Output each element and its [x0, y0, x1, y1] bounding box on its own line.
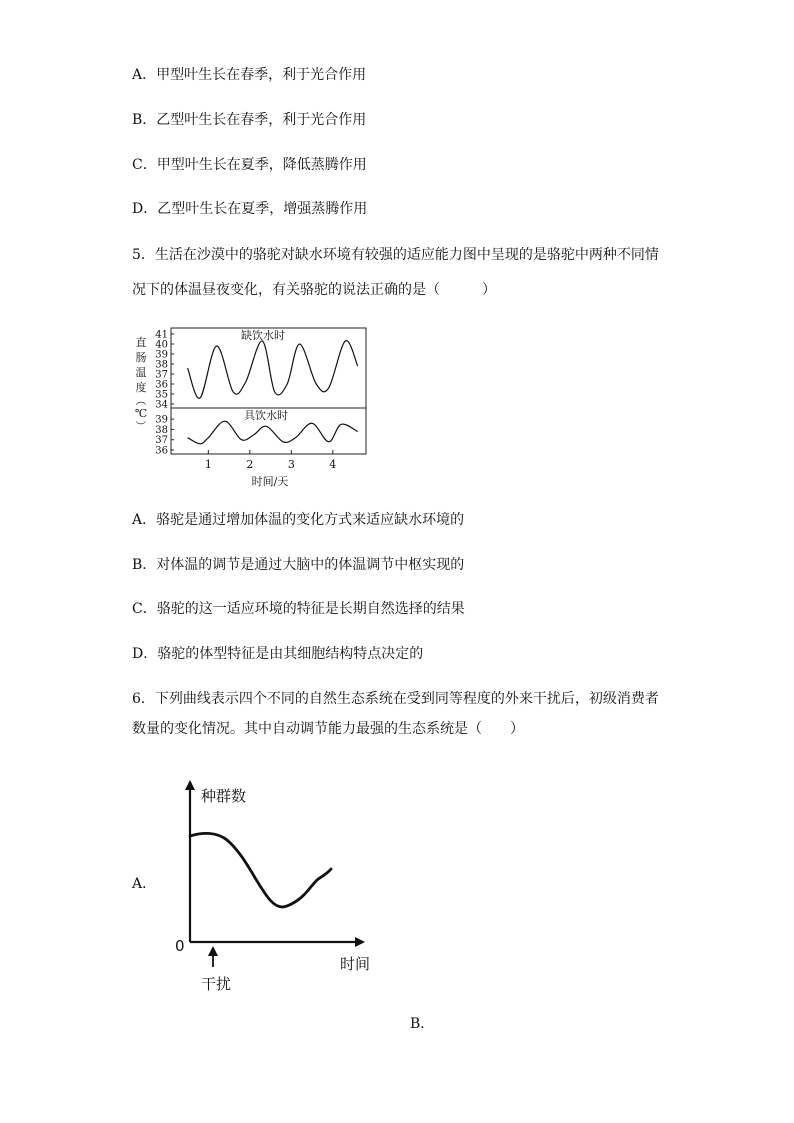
y-tick-label: 34 — [155, 399, 168, 411]
y-tick-label: 37 — [155, 435, 168, 447]
ylabel-char: ℃ — [134, 407, 148, 420]
q6-option-b-label: B． — [410, 1016, 435, 1032]
q6-option-a-label: A． — [132, 876, 157, 892]
ylabel-char: ︶ — [135, 420, 147, 433]
chart2-xlabel: 时间 — [340, 955, 371, 973]
ylabel-char: 温 — [135, 366, 147, 379]
x-tick-label: 4 — [329, 458, 337, 471]
q4-option-d: D．乙型叶生长在夏季，增强蒸腾作用 — [132, 201, 368, 217]
chart1-top-panel-title: 缺饮水时 — [241, 329, 285, 342]
series-line-no-water — [188, 341, 358, 399]
ylabel-char: 直 — [135, 336, 147, 349]
q5-stem-line1: 5．生活在沙漠中的骆驼对缺水环境有较强的适应能力图中呈现的是骆驼中两种不同情 — [132, 247, 659, 263]
y-tick-label: 39 — [155, 349, 168, 361]
x-tick-label: 1 — [204, 458, 212, 471]
q6-stem-line2: 数量的变化情况。其中自动调节能力最强的生态系统是（ ） — [132, 721, 524, 737]
population-curve-chart — [165, 770, 385, 1000]
q5-option-a: A．骆驼是通过增加体温的变化方式来适应缺水环境的 — [132, 512, 465, 528]
chart1-ylabel — [135, 335, 147, 433]
q5-option-d: D．骆驼的体型特征是由其细胞结构特点决定的 — [132, 646, 424, 662]
camel-temperature-chart — [130, 322, 380, 494]
y-tick-label: 36 — [155, 445, 168, 457]
disturbance-label: 干扰 — [201, 975, 232, 993]
q4-option-b: B．乙型叶生长在春季，利于光合作用 — [132, 112, 367, 128]
chart2-ylabel: 种群数 — [201, 787, 247, 805]
q4-option-a: A．甲型叶生长在春季，利于光合作用 — [132, 67, 367, 83]
chart1-bottom-panel-title: 具饮水时 — [244, 409, 288, 422]
y-tick-label: 39 — [155, 414, 168, 426]
origin-label: 0 — [175, 937, 185, 955]
population-curve — [190, 833, 331, 907]
ylabel-char: ︵ — [135, 394, 147, 407]
y-tick-label: 40 — [155, 339, 168, 351]
q5-option-b: B．对体温的调节是通过大脑中的体温调节中枢实现的 — [132, 557, 465, 573]
x-tick-label: 2 — [246, 458, 254, 471]
y-tick-label: 37 — [155, 369, 168, 381]
q5-stem-line2: 况下的体温昼夜变化，有关骆驼的说法正确的是（ ） — [132, 282, 496, 298]
y-tick-label: 38 — [155, 424, 168, 436]
q4-option-c: C．甲型叶生长在夏季，降低蒸腾作用 — [132, 157, 367, 173]
chart1-xlabel: 时间/天 — [251, 475, 289, 488]
ylabel-char: 肠 — [135, 351, 147, 364]
y-tick-label: 36 — [155, 379, 168, 391]
y-tick-label: 38 — [155, 359, 168, 371]
y-tick-label: 35 — [155, 389, 168, 401]
y-tick-label: 41 — [155, 329, 168, 341]
ylabel-char: 度 — [135, 381, 147, 394]
q5-option-c: C．骆驼的这一适应环境的特征是长期自然选择的结果 — [132, 601, 465, 617]
series-line-with-water — [188, 421, 358, 444]
x-tick-label: 3 — [287, 458, 295, 471]
q6-stem-line1: 6．下列曲线表示四个不同的自然生态系统在受到同等程度的外来干扰后，初级消费者 — [132, 691, 659, 707]
